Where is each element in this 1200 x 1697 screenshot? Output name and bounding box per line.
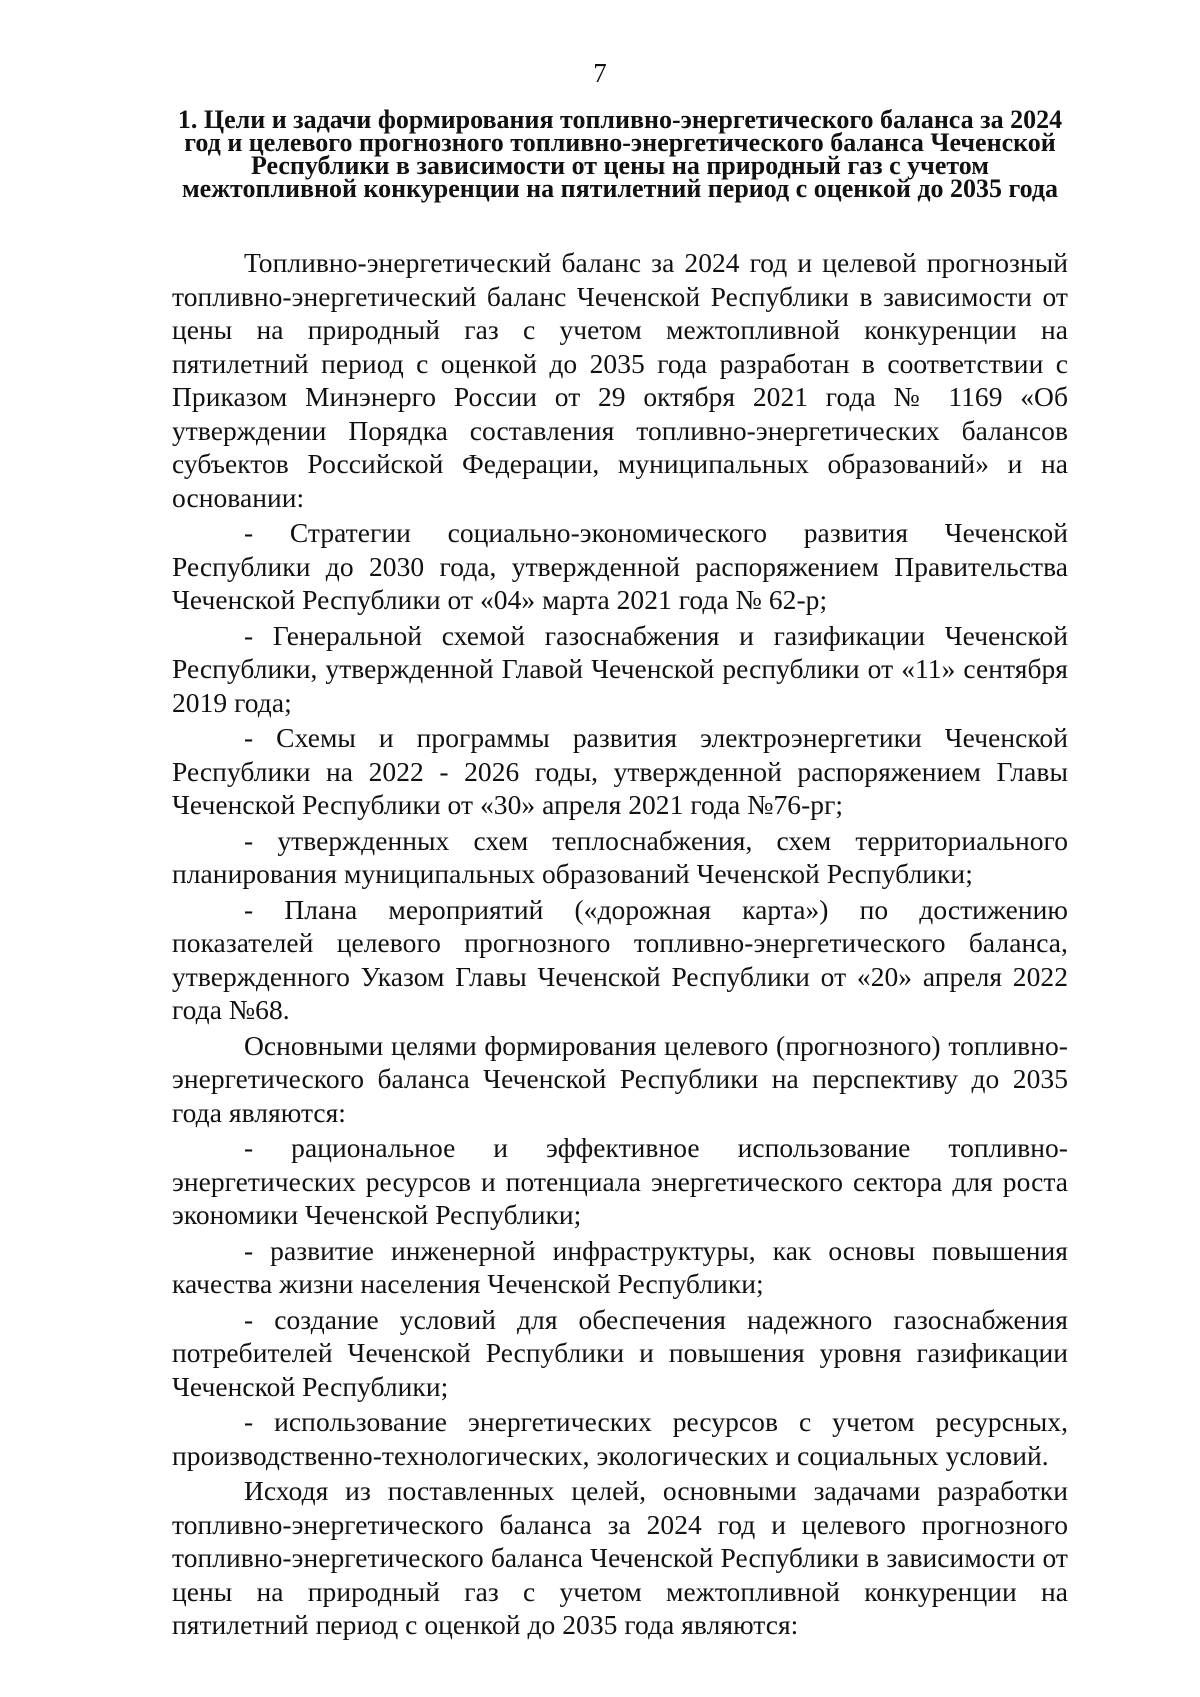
list-item-goal-resources: - использование энергетических ресурсов с учетом ресурсных, производственно-технологических, экологических и социальных условий. <box>172 1406 1068 1471</box>
list-item-heat-schemes: - утвержденных схем теплоснабжения, схем территориального планирования муниципальных образований Чеченской Республики; <box>172 824 1068 889</box>
list-item-goal-rational-use: - рациональное и эффективное использование топливно-энергетических ресурсов и потенциала энергетического сектора для роста экономики Чеченской Республики; <box>172 1132 1068 1230</box>
paragraph-intro: Топливно-энергетический баланс за 2024 год и целевой прогнозный топливно-энергетический баланс Чеченской Республики в зависимости от цены на природный газ с учетом межтопливной конкуренции на пятилетний период с оценкой до 2035 года разработан в соответствии с Приказом Минэнерго России от 29 октября 2021 года № 1169 «Об утверждении Порядка составления топливно-энергетических балансов субъектов Российской Федерации, муниципальных образований» и на основании: <box>172 247 1068 513</box>
list-item-goal-infrastructure: - развитие инженерной инфраструктуры, как основы повышения качества жизни населения Чеченской Республики; <box>172 1234 1068 1299</box>
document-body <box>172 246 1068 1642</box>
list-item-roadmap: - Плана мероприятий («дорожная карта») по достижению показателей целевого прогнозного топливно-энергетического баланса, утвержденного Указом Главы Чеченской Республики от «20» апреля 2022 года №68. <box>172 893 1068 1025</box>
list-item-electro-scheme: - Схемы и программы развития электроэнергетики Чеченской Республики на 2022 - 2026 годы, утвержденной распоряжением Главы Чеченской Республики от «30» апреля 2021 года №76-рг; <box>172 722 1068 820</box>
list-item-strategy: - Стратегии социально-экономического развития Чеченской Республики до 2030 года, утвержденной распоряжением Правительства Чеченской Республики от «04» марта 2021 года № 62-р; <box>172 517 1068 615</box>
section-heading: 1. Цели и задачи формирования топливно-энергетического баланса за 2024 год и целевого прогнозного топливно-энергетического баланса Чеченской Республики в зависимости от цены на природный газ с учетом межтопливной конкуренции на пятилетний период с оценкой до 2035 года <box>177 105 1063 203</box>
list-item-goal-gas-supply: - создание условий для обеспечения надежного газоснабжения потребителей Чеченской Республики и повышения уровня газификации Чеченской Республики; <box>172 1303 1068 1402</box>
page-number: 7 <box>593 58 607 88</box>
paragraph-goals: Основными целями формирования целевого (прогнозного) топливно-энергетического баланса Чеченской Республики на перспективу до 2035 года являются: <box>172 1029 1068 1128</box>
paragraph-tasks: Исходя из поставленных целей, основными задачами разработки топливно-энергетического баланса за 2024 год и целевого прогнозного топливно-энергетического баланса Чеченской Республики в зависимости от цены на природный газ с учетом межтопливной конкуренции на пятилетний период с оценкой до 2035 года являются: <box>172 1475 1068 1640</box>
list-item-gas-scheme: - Генеральной схемой газоснабжения и газификации Чеченской Республики, утвержденной Главой Чеченской республики от «11» сентября 2019 года; <box>172 619 1068 718</box>
